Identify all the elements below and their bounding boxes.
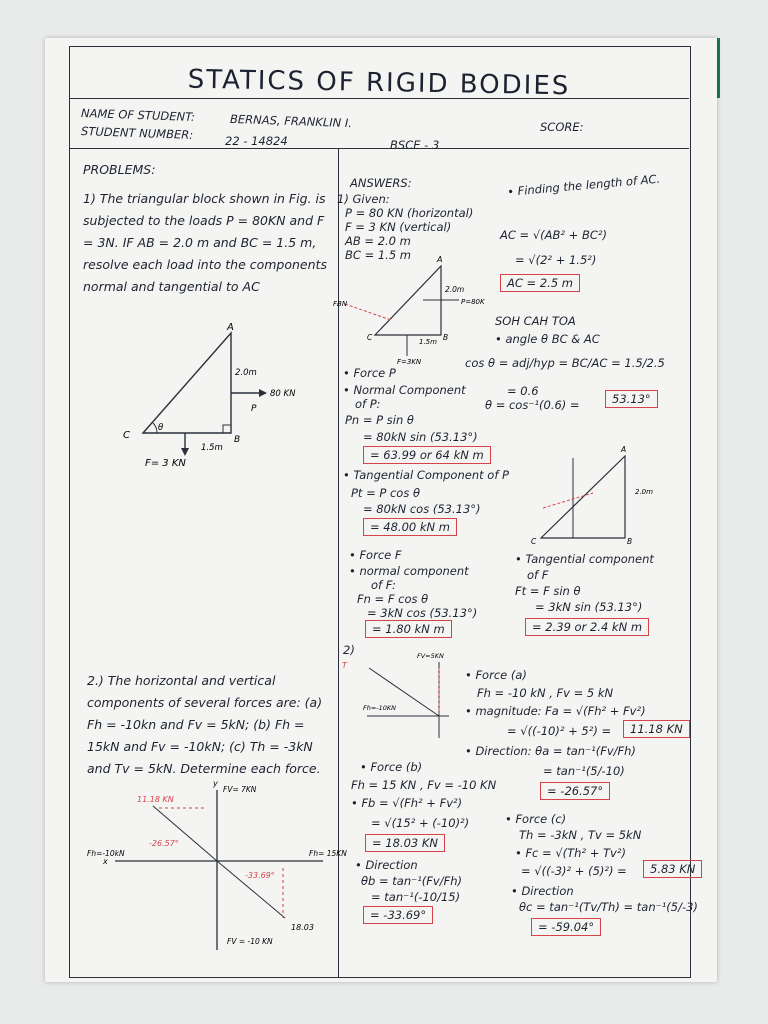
normal-f-1: of F: bbox=[371, 578, 396, 592]
force-b-given: Fh = 15 KN , Fv = -10 KN bbox=[351, 778, 497, 792]
fig2-fv-top: FV= 7KN bbox=[223, 785, 257, 794]
fig2-fv-bottom: FV = -10 KN bbox=[227, 937, 273, 946]
fn-result: = 1.80 kN m bbox=[365, 620, 452, 638]
name-label: NAME OF STUDENT: bbox=[80, 106, 196, 124]
fig2-angle-1: -26.57° bbox=[149, 839, 179, 848]
problem-1-text: 1) The triangular block shown in Fig. is subjected to the loads P = 80KN and F = 3N. IF AB = 2.0 m and BC = 1.5 m, resolve each load into the components normal and tangential to AC bbox=[83, 191, 327, 294]
normal-p-2: Pn = P sin θ bbox=[345, 413, 414, 427]
force-c-direction-result: = -59.04° bbox=[531, 918, 601, 936]
length-title: • Finding the length of AC. bbox=[506, 171, 661, 199]
normal-f-3: = 3kN cos (53.13°) bbox=[367, 606, 478, 620]
problems-heading: PROBLEMS: bbox=[83, 162, 156, 177]
force-a-direction-2: = tan⁻¹(5/-10) bbox=[543, 764, 625, 778]
fig2-fh-left: Fh=-10kN bbox=[87, 849, 125, 858]
force-a-direction: • Direction: θa = tan⁻¹(Fv/Fh) bbox=[465, 744, 636, 758]
fig2-c-label: C bbox=[531, 537, 537, 546]
fig1-label-b: B bbox=[234, 435, 241, 445]
force-b-result: = 18.03 KN bbox=[365, 834, 445, 852]
tangential-p-2: = 80kN cos (53.13°) bbox=[363, 502, 481, 516]
fig1-label-theta: θ bbox=[158, 423, 164, 433]
fig3-fh-label: Fh=-10KN bbox=[363, 704, 397, 712]
fig-ab-label: 2.0m bbox=[445, 285, 465, 294]
force-a-magnitude-2: = √((-10)² + 5²) = bbox=[507, 724, 612, 738]
fig2-axis-y: y bbox=[213, 779, 218, 788]
force-a-given: Fh = -10 kN , Fv = 5 kN bbox=[477, 686, 614, 700]
tangential-f-2: Ft = F sin θ bbox=[515, 584, 581, 598]
fig-a-label: A bbox=[437, 255, 443, 264]
given-4: BC = 1.5 m bbox=[345, 248, 412, 262]
answer-2-number: 2) bbox=[343, 643, 355, 657]
normal-p-3: = 80kN sin (53.13°) bbox=[363, 430, 478, 444]
tangential-f-1: of F bbox=[527, 568, 549, 582]
ft-result: = 2.39 or 2.4 kN m bbox=[525, 618, 649, 636]
fig-fbn-label: FBN bbox=[333, 300, 348, 308]
fig1-label-p: P bbox=[251, 404, 257, 414]
angle-note: • angle θ BC & AC bbox=[495, 332, 600, 346]
fig2-fa-label: 11.18 KN bbox=[137, 795, 174, 804]
given-3: AB = 2.0 m bbox=[345, 234, 411, 248]
force-b-eq-2: = √(15² + (-10)²) bbox=[371, 816, 470, 830]
normal-f-0: • normal component bbox=[349, 564, 469, 578]
force-c-direction-2: θc = tan⁻¹(Tv/Th) = tan⁻¹(5/-3) bbox=[519, 900, 698, 914]
force-a-direction-result: = -26.57° bbox=[540, 782, 610, 800]
score-label: SCORE: bbox=[540, 120, 584, 134]
normal-p-1: of P: bbox=[355, 397, 381, 411]
force-c-eq: • Fc = √(Th² + Tv²) bbox=[515, 846, 626, 860]
fig-bc-label: 1.5m bbox=[419, 338, 437, 346]
force-c-result: 5.83 KN bbox=[643, 860, 702, 878]
force-c-direction: • Direction bbox=[511, 884, 574, 898]
fig-c-label: C bbox=[367, 333, 373, 342]
fig2-fh-right: Fh= 15KN bbox=[309, 849, 347, 858]
length-result: AC = 2.5 m bbox=[500, 274, 580, 292]
normal-p-0: • Normal Component bbox=[343, 383, 466, 397]
header-divider bbox=[69, 148, 689, 149]
worksheet-paper bbox=[45, 38, 717, 982]
fig2-b-label: B bbox=[627, 537, 633, 546]
tangential-f-3: = 3kN sin (53.13°) bbox=[535, 600, 643, 614]
fig-b-label: B bbox=[443, 333, 449, 342]
given-2: F = 3 KN (vertical) bbox=[345, 220, 452, 234]
student-number-label: STUDENT NUMBER: bbox=[80, 124, 194, 142]
length-eq-2: = √(2² + 1.5²) bbox=[515, 253, 597, 267]
force-f-heading: • Force F bbox=[349, 548, 402, 562]
given-0: 1) Given: bbox=[337, 192, 390, 206]
theta-result: 53.13° bbox=[605, 390, 658, 408]
force-a-heading: • Force (a) bbox=[465, 668, 527, 682]
name-value: BERNAS, FRANKLIN I. bbox=[229, 111, 353, 131]
fig2-angle-2: -33.69° bbox=[245, 871, 275, 880]
force-b-direction-2: θb = tan⁻¹(Fv/Fh) bbox=[361, 874, 462, 888]
fig1-label-c: C bbox=[123, 430, 130, 441]
force-b-direction-result: = -33.69° bbox=[363, 906, 433, 924]
pn-result: = 63.99 or 64 kN m bbox=[363, 446, 491, 464]
fig1-label-f: F= 3 KN bbox=[145, 458, 186, 469]
tangential-p-1: Pt = P cos θ bbox=[351, 486, 421, 500]
force-b-direction-3: = tan⁻¹(-10/15) bbox=[371, 890, 461, 904]
student-number-value: 22 - 14824 bbox=[225, 134, 288, 148]
pt-result: = 48.00 kN m bbox=[363, 518, 457, 536]
length-eq-1: AC = √(AB² + BC²) bbox=[500, 228, 607, 242]
fig1-label-bc: 1.5m bbox=[201, 443, 223, 453]
fig1-label-p-val: 80 KN bbox=[270, 389, 296, 399]
force-b-direction: • Direction bbox=[355, 858, 418, 872]
fig1-label-ab: 2.0m bbox=[235, 368, 257, 378]
cos-equation: cos θ = adj/hyp = BC/AC = 1.5/2.5 bbox=[465, 356, 665, 370]
answers-heading: ANSWERS: bbox=[350, 176, 412, 190]
tangential-f-0: • Tangential component bbox=[515, 552, 654, 566]
fig-p-label: P=80K bbox=[461, 298, 485, 306]
force-c-eq-2: = √((-3)² + (5)²) = bbox=[521, 864, 627, 878]
force-c-heading: • Force (c) bbox=[505, 812, 567, 826]
page-title: STATICS OF RIGID BODIES bbox=[187, 64, 571, 102]
force-c-given: Th = -3kN , Tv = 5kN bbox=[519, 828, 642, 842]
given-1: P = 80 KN (horizontal) bbox=[345, 206, 474, 220]
force-b-eq: • Fb = √(Fh² + Fv²) bbox=[351, 796, 463, 810]
fig-f-label: F=3KN bbox=[397, 358, 422, 366]
fig2-axis-x: x bbox=[103, 857, 108, 866]
force-b-heading: • Force (b) bbox=[360, 760, 423, 774]
section-value: BSCE - 3 bbox=[390, 138, 440, 152]
fig2-ab-label: 2.0m bbox=[635, 488, 653, 496]
problem-2-text: 2.) The horizontal and vertical components of several forces are: (a) Fh = -10kn and Fv = 5kN; (b) Fh = 15kN and Fv = -10kN; (c) Th = -3kN and Tv = 5kN. Determine each force. bbox=[87, 673, 323, 776]
fig1-label-a: A bbox=[227, 322, 234, 333]
fig3-fv-label: FV=5KN bbox=[417, 652, 444, 660]
force-a-magnitude: • magnitude: Fa = √(Fh² + Fv²) bbox=[465, 704, 646, 718]
fig3-t-label: T bbox=[342, 661, 347, 670]
soh-cah-toa: SOH CAH TOA bbox=[495, 314, 576, 328]
fig2-fb-label: 18.03 bbox=[291, 923, 314, 932]
fig2-a-label: A bbox=[621, 445, 627, 454]
cos-equation-2: = 0.6 bbox=[507, 384, 539, 398]
force-a-result: 11.18 KN bbox=[623, 720, 690, 738]
theta-equation: θ = cos⁻¹(0.6) = bbox=[485, 398, 580, 412]
normal-f-2: Fn = F cos θ bbox=[357, 592, 429, 606]
force-p-heading: • Force P bbox=[343, 366, 396, 380]
tangential-p-0: • Tangential Component of P bbox=[343, 468, 509, 482]
